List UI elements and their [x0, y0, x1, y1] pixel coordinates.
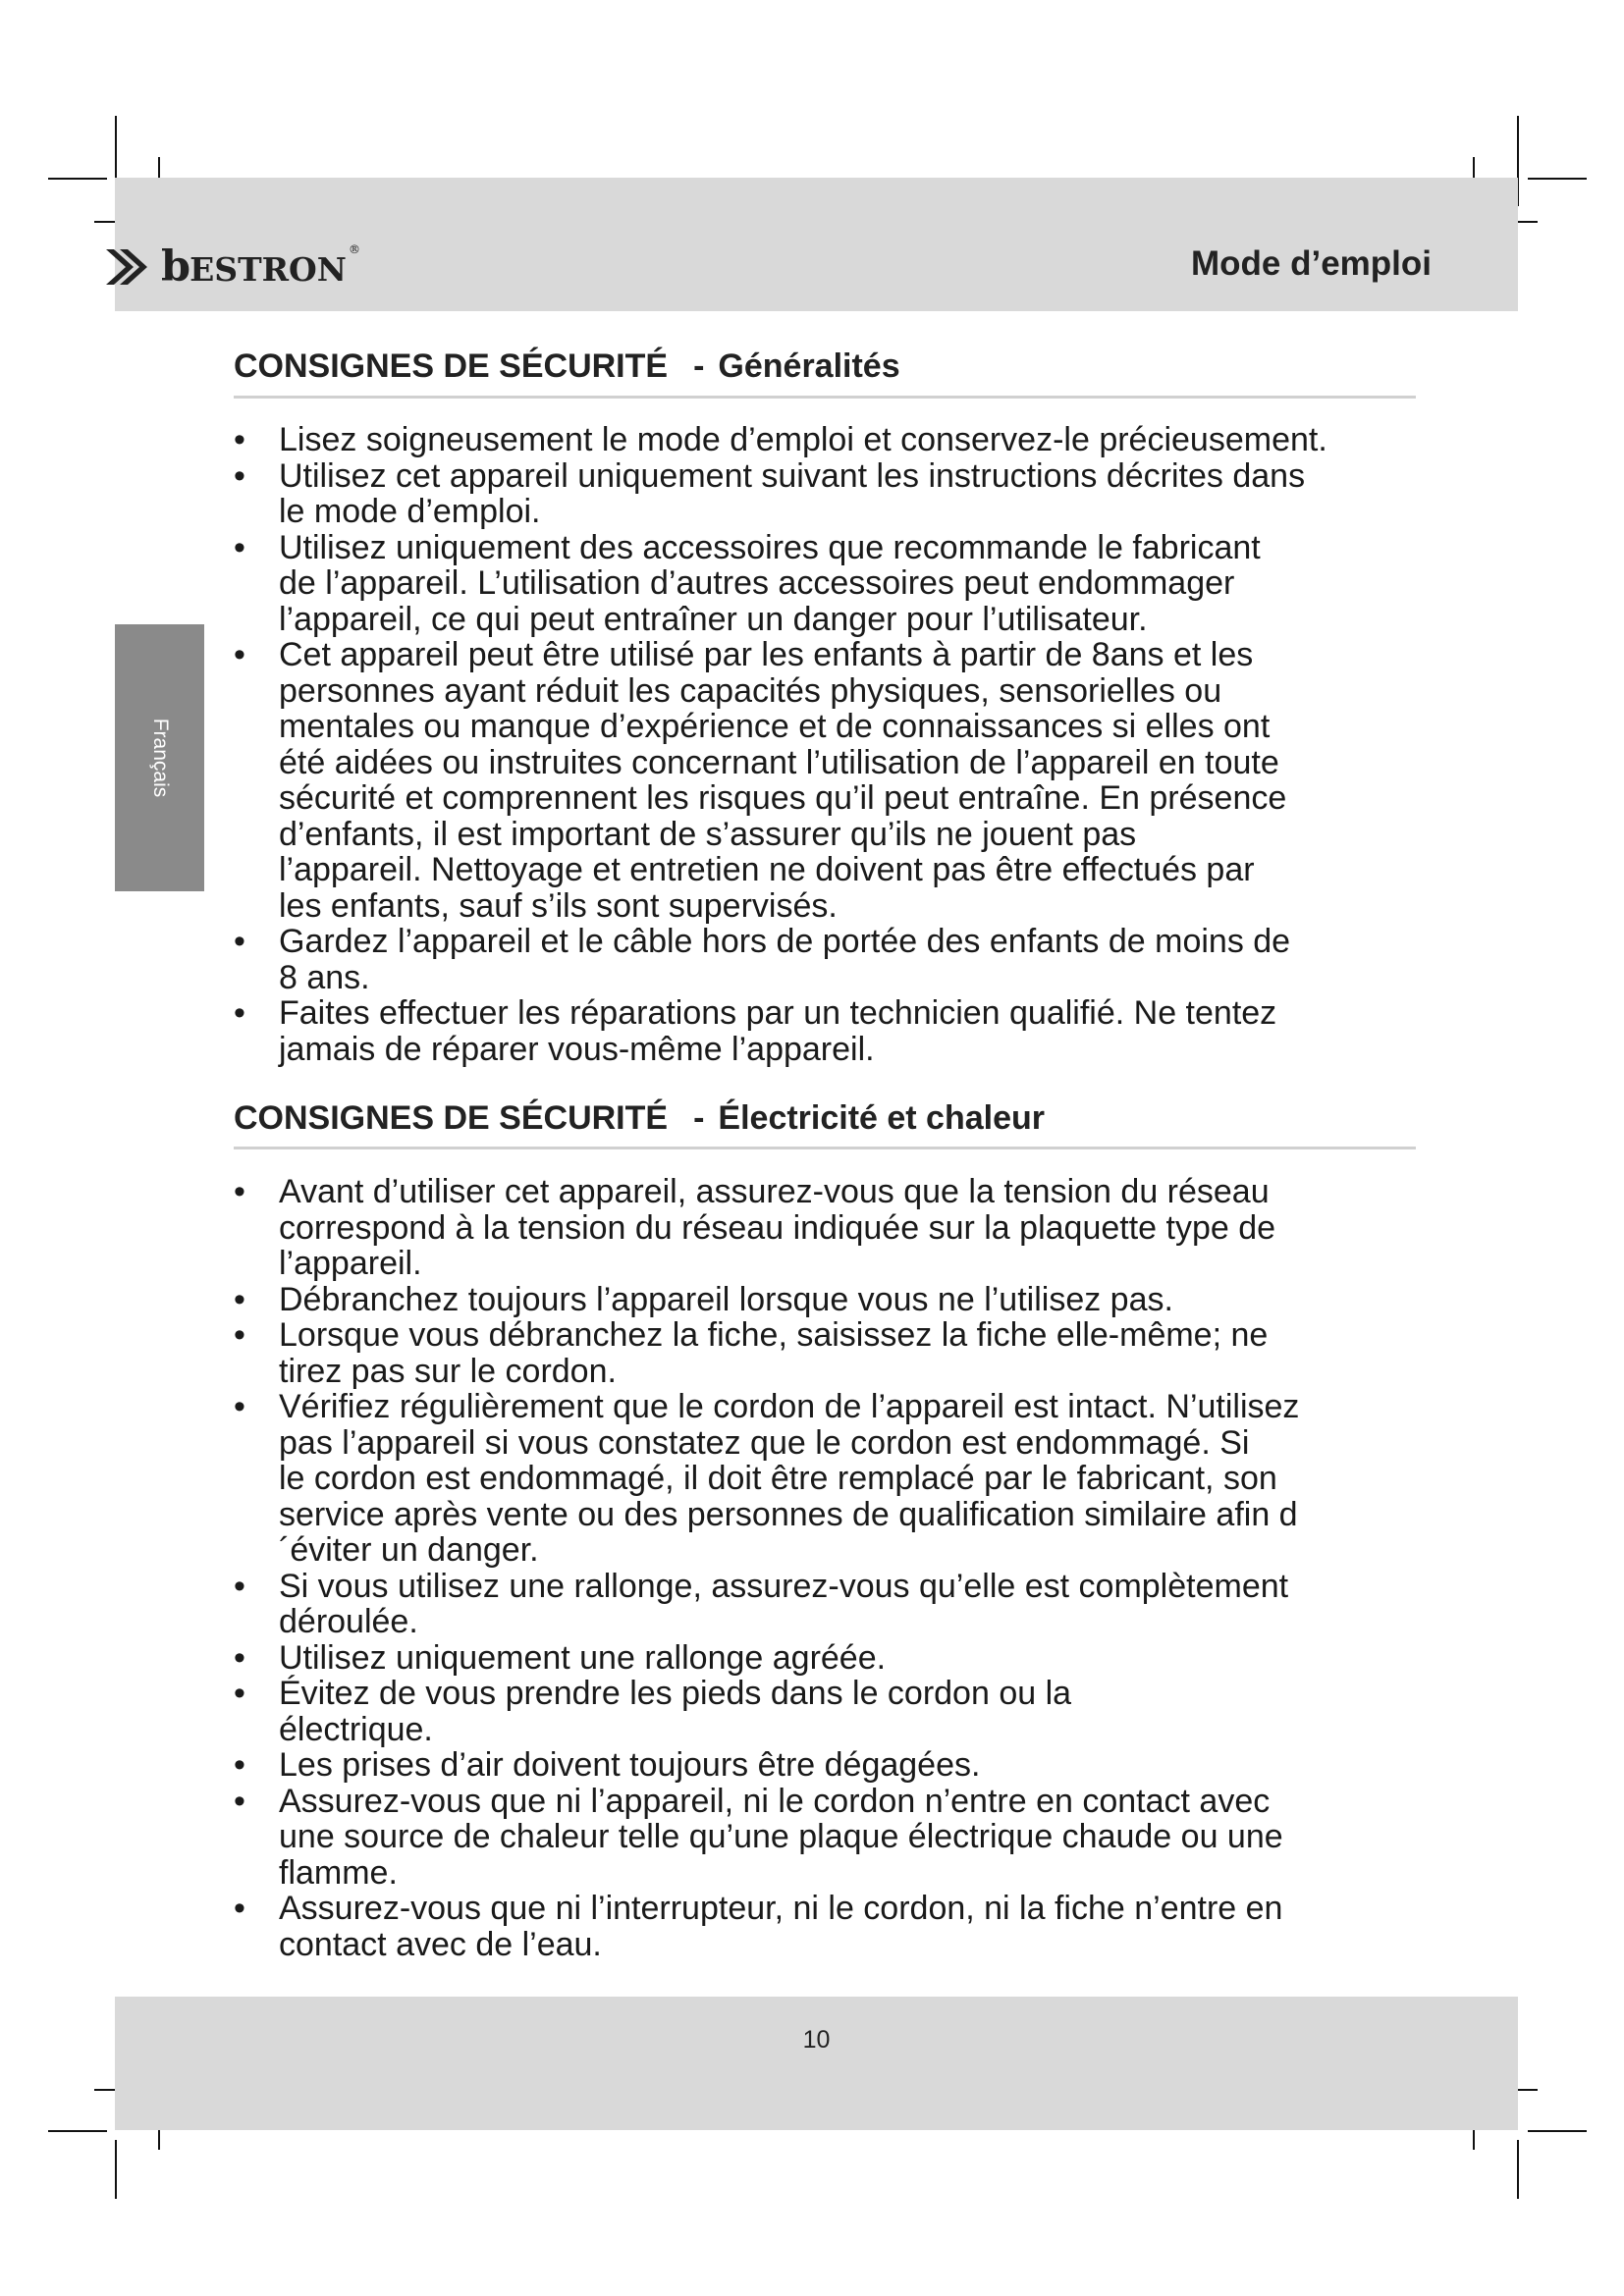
- list-item: • Lorsque vous débranchez la fiche, saisissez la fiche elle-même; ne tirez pas sur le cordon.: [234, 1316, 1269, 1390]
- brand-logo: [104, 241, 359, 293]
- list-item: • Les prises d’air doivent toujours être dégagées.: [234, 1746, 981, 1784]
- crop-mark: [1517, 2140, 1519, 2199]
- brand-wordmark: bESTRON®: [161, 242, 359, 292]
- crop-mark: [48, 178, 107, 180]
- section-rule: [234, 1147, 1416, 1149]
- crop-mark: [1528, 178, 1587, 180]
- section-heading: CONSIGNES DE SÉCURITÉ - Généralités: [234, 347, 900, 385]
- section-subheading: Électricité et chaleur: [718, 1099, 1046, 1137]
- section-rule: [234, 396, 1416, 399]
- crop-mark: [115, 2140, 117, 2199]
- list-item: • Utilisez uniquement des accessoires que recommande le fabricant de l’appareil. L’utilisation d’autres accessoires peut endommager l’appareil, ce qui peut entraîner un danger pour l’utilisateur.: [234, 528, 1261, 638]
- bullet-list-general: [234, 422, 1428, 1067]
- list-item: • Si vous utilisez une rallonge, assurez-vous qu’elle est complètement déroulée.: [234, 1567, 1289, 1640]
- list-item: • Vérifiez régulièrement que le cordon de l’appareil est intact. N’utilisez pas l’appareil si vous constatez que le cordon est endommagé. Si le cordon est endommagé, il doit être remplacé par le fabricant, son service après vente ou des personnes de qualification similaire afin d ´éviter un danger.: [234, 1388, 1300, 1569]
- list-item: • Lisez soigneusement le mode d’emploi et conservez-le précieusement.: [234, 421, 1327, 458]
- list-item: • Utilisez cet appareil uniquement suivant les instructions décrites dans le mode d’emploi.: [234, 456, 1306, 530]
- list-item: • Débranchez toujours l’appareil lorsque vous ne l’utilisez pas.: [234, 1280, 1173, 1318]
- list-item: • Avant d’utiliser cet appareil, assurez-vous que la tension du réseau correspond à la tension du réseau indiquée sur la plaquette type de l’appareil.: [234, 1173, 1276, 1282]
- language-tab: [115, 624, 204, 891]
- chevron-logo-icon: [104, 247, 157, 287]
- footer-band: [115, 1997, 1518, 2130]
- document-title: Mode d’emploi: [1191, 244, 1432, 283]
- list-item: • Gardez l’appareil et le câble hors de portée des enfants de moins de 8 ans.: [234, 923, 1291, 996]
- language-tab-label: Français: [148, 718, 172, 798]
- list-item: • Utilisez uniquement une rallonge agréée.: [234, 1638, 887, 1677]
- page-number: 10: [802, 2026, 831, 2054]
- bullet-list-electricity: [234, 1174, 1428, 1962]
- list-item: • Assurez-vous que ni l’interrupteur, ni le cordon, ni la fiche n’entre en contact avec de l’eau.: [234, 1890, 1283, 1963]
- crop-mark: [48, 2130, 107, 2132]
- list-item: • Cet appareil peut être utilisé par les enfants à partir de 8ans et les personnes ayant réduit les capacités physiques, sensorielles ou mentales ou manque d’expérience et de connaissances si elles ont été aidées ou instruites concernant l’utilisation de l’appareil en toute sécurité et comprennent les risques qu’il peut entraîne. En présence d’enfants, il est important de s’assurer qu’ils ne jouent pas l’appareil. Nettoyage et entretien ne doivent pas être effectués par les enfants, sauf s’ils sont supervisés.: [234, 636, 1287, 925]
- crop-mark: [1528, 2130, 1587, 2132]
- section-subheading: Généralités: [718, 347, 900, 385]
- list-item: • Assurez-vous que ni l’appareil, ni le cordon n’entre en contact avec une source de chaleur telle qu’une plaque électrique chaude ou une flamme.: [234, 1782, 1283, 1892]
- list-item: • Faites effectuer les réparations par un technicien qualifié. Ne tentez jamais de réparer vous-même l’appareil.: [234, 994, 1277, 1068]
- list-item: • Évitez de vous prendre les pieds dans le cordon ou la électrique.: [234, 1675, 1072, 1748]
- section-heading: CONSIGNES DE SÉCURITÉ - Électricité et chaleur: [234, 1099, 1046, 1137]
